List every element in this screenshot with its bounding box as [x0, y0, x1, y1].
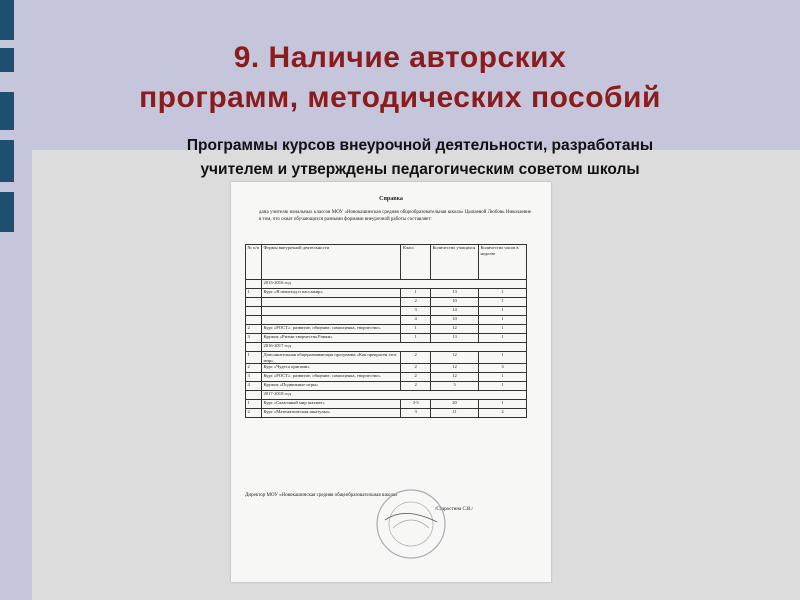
cell-hours: 1: [478, 382, 526, 391]
accent-bar: [0, 192, 14, 232]
cell-class: 2: [401, 364, 431, 373]
cell-form: Дополнительная общеразвивающая программа «Как прекрасен этот мир»: [261, 352, 400, 364]
table-row: [246, 289, 527, 298]
cell-number: 2: [246, 364, 262, 373]
accent-bar: [0, 92, 14, 130]
cell-number: 2: [246, 325, 262, 334]
cell-number: 1: [246, 352, 262, 364]
cell-form: [261, 307, 400, 316]
cell-hours: 1: [478, 289, 526, 298]
scanned-document: [231, 182, 551, 582]
cell-students: 12: [431, 364, 479, 373]
document-title: Справка: [379, 196, 403, 202]
slide-title: [40, 38, 760, 118]
table-row: [246, 325, 527, 334]
cell-class: 3: [401, 307, 431, 316]
cell-students: 14: [431, 307, 479, 316]
cell-students: 10: [431, 298, 479, 307]
cell-form: [261, 298, 400, 307]
document-intro: дана учителю начальных классов МОУ «Новокашинская средняя общеобразовательная школа» Цыпаевой Любовь Николаевне в том, что охват обучающихся разными формами внеурочной работы составляет:: [259, 210, 531, 222]
table-row: [246, 307, 527, 316]
cell-class: 1: [401, 325, 431, 334]
cell-form: Курс «РОСТ»: развитие, общение, самооценка, творчество»: [261, 373, 400, 382]
year-cell-blank: [246, 343, 262, 352]
table-row: [246, 364, 527, 373]
header-students: Количество учащихся: [431, 245, 479, 280]
year-cell-blank: [246, 391, 262, 400]
accent-bar: [0, 140, 14, 182]
slide-subtitle-line: учителем и утверждены педагогическим советом школы: [200, 161, 640, 178]
year-row: [246, 391, 527, 400]
year-label: 2016-2017 год: [261, 343, 526, 352]
table-row: [246, 373, 527, 382]
cell-hours: 2: [478, 409, 526, 418]
table-row: [246, 382, 527, 391]
table-body: [246, 280, 527, 418]
left-accent-marks: [0, 0, 14, 600]
slide-subtitle-line: Программы курсов внеурочной деятельности, разработаны: [186, 137, 654, 154]
accent-bar: [0, 48, 14, 72]
cell-students: 12: [431, 325, 479, 334]
cell-form: [261, 316, 400, 325]
cell-form: Курс «РОСТ»: развитие, общение, самооценка, творчество»: [261, 325, 400, 334]
cell-form: Курс «Я пешеход и пассажир»: [261, 289, 400, 298]
table-header-row: [246, 245, 527, 280]
cell-class: 3-5: [401, 400, 431, 409]
cell-students: 13: [431, 289, 479, 298]
table-row: [246, 316, 527, 325]
cell-number: 4: [246, 382, 262, 391]
signature-name: /Старостина С.В./: [435, 507, 474, 512]
cell-hours: 1: [478, 373, 526, 382]
cell-hours: 1: [478, 352, 526, 364]
cell-students: 3: [431, 382, 479, 391]
cell-number: 1: [246, 400, 262, 409]
slide-subtitle: [70, 134, 770, 182]
cell-students: 12: [431, 352, 479, 364]
cell-students: 11: [431, 409, 479, 418]
header-number: № п/п: [246, 245, 262, 280]
cell-hours: 1: [478, 316, 526, 325]
table-row: [246, 409, 527, 418]
cell-form: Кружок «Ритми творчества Рамки»: [261, 334, 400, 343]
year-cell-blank: [246, 280, 262, 289]
cell-number: 1: [246, 289, 262, 298]
cell-class: 1: [401, 334, 431, 343]
cell-number: [246, 298, 262, 307]
signature-line: Директор МОУ «Новокашинская средняя общеобразовательная школа»: [245, 493, 398, 498]
slide-title-line: программ, методических пособий: [139, 81, 661, 114]
cell-form: Кружок «Подвижные игры»: [261, 382, 400, 391]
year-row: [246, 280, 527, 289]
cell-class: 2: [401, 352, 431, 364]
header-class: Класс: [401, 245, 431, 280]
cell-hours: 1: [478, 298, 526, 307]
accent-bar: [0, 0, 14, 40]
cell-class: 2: [401, 298, 431, 307]
cell-form: Курс «Сказочный мир шахмат»: [261, 400, 400, 409]
cell-class: 2: [401, 382, 431, 391]
slide-title-line: 9. Наличие авторских: [233, 41, 567, 74]
cell-hours: 1: [478, 307, 526, 316]
cell-class: 3: [401, 409, 431, 418]
cell-number: 3: [246, 373, 262, 382]
table-row: [246, 334, 527, 343]
cell-form: Курс «Математическая шкатулка»: [261, 409, 400, 418]
year-row: [246, 343, 527, 352]
table-row: [246, 352, 527, 364]
table-row: [246, 400, 527, 409]
cell-class: 1: [401, 289, 431, 298]
table-row: [246, 298, 527, 307]
cell-hours: 3: [478, 364, 526, 373]
cell-hours: 1: [478, 400, 526, 409]
document-table: [245, 244, 527, 418]
header-hours: Количество часов в неделю: [478, 245, 526, 280]
cell-students: 10: [431, 316, 479, 325]
cell-number: 3: [246, 334, 262, 343]
cell-number: 2: [246, 409, 262, 418]
school-stamp: [371, 484, 451, 564]
cell-number: [246, 316, 262, 325]
cell-students: 12: [431, 373, 479, 382]
cell-number: [246, 307, 262, 316]
cell-students: 13: [431, 334, 479, 343]
cell-hours: 1: [478, 334, 526, 343]
cell-class: 2: [401, 373, 431, 382]
cell-form: Курс «Чудеса оригами»: [261, 364, 400, 373]
cell-students: 20: [431, 400, 479, 409]
cell-hours: 1: [478, 325, 526, 334]
header-form: Формы внеурочной деятельности: [261, 245, 400, 280]
year-label: 2015-2016 год: [261, 280, 526, 289]
cell-class: 4: [401, 316, 431, 325]
year-label: 2017-2018 год: [261, 391, 526, 400]
